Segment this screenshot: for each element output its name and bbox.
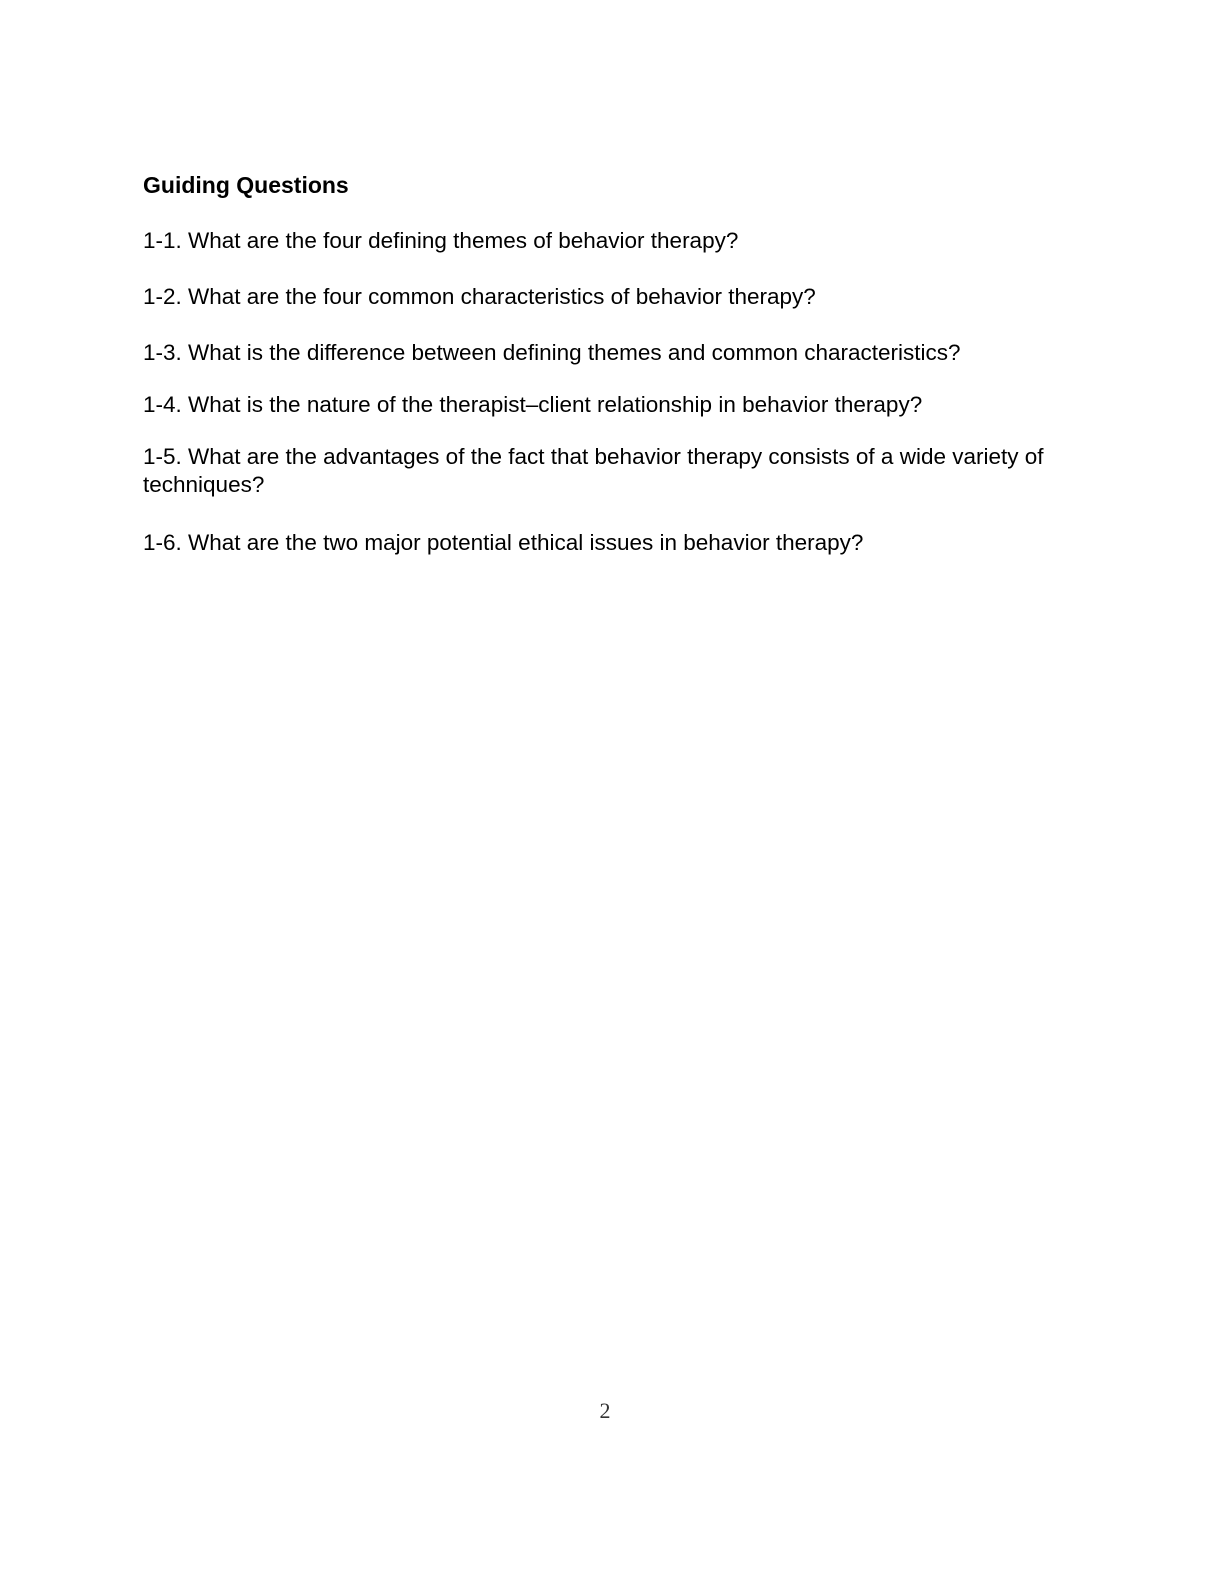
question-1-4: 1-4. What is the nature of the therapist–client relationship in behavior therapy? xyxy=(143,392,923,417)
question-1-3: 1-3. What is the difference between defining themes and common characteristics? xyxy=(143,340,961,365)
section-heading: Guiding Questions xyxy=(143,172,349,198)
question-1-6: 1-6. What are the two major potential ethical issues in behavior therapy? xyxy=(143,530,864,555)
page-number: 2 xyxy=(599,1398,611,1423)
question-1-2: 1-2. What are the four common characteristics of behavior therapy? xyxy=(143,284,816,309)
question-1-5: 1-5. What are the advantages of the fact that behavior therapy consists of a wide variety of techniques? xyxy=(143,444,1044,497)
question-1-1: 1-1. What are the four defining themes of behavior therapy? xyxy=(143,228,739,253)
